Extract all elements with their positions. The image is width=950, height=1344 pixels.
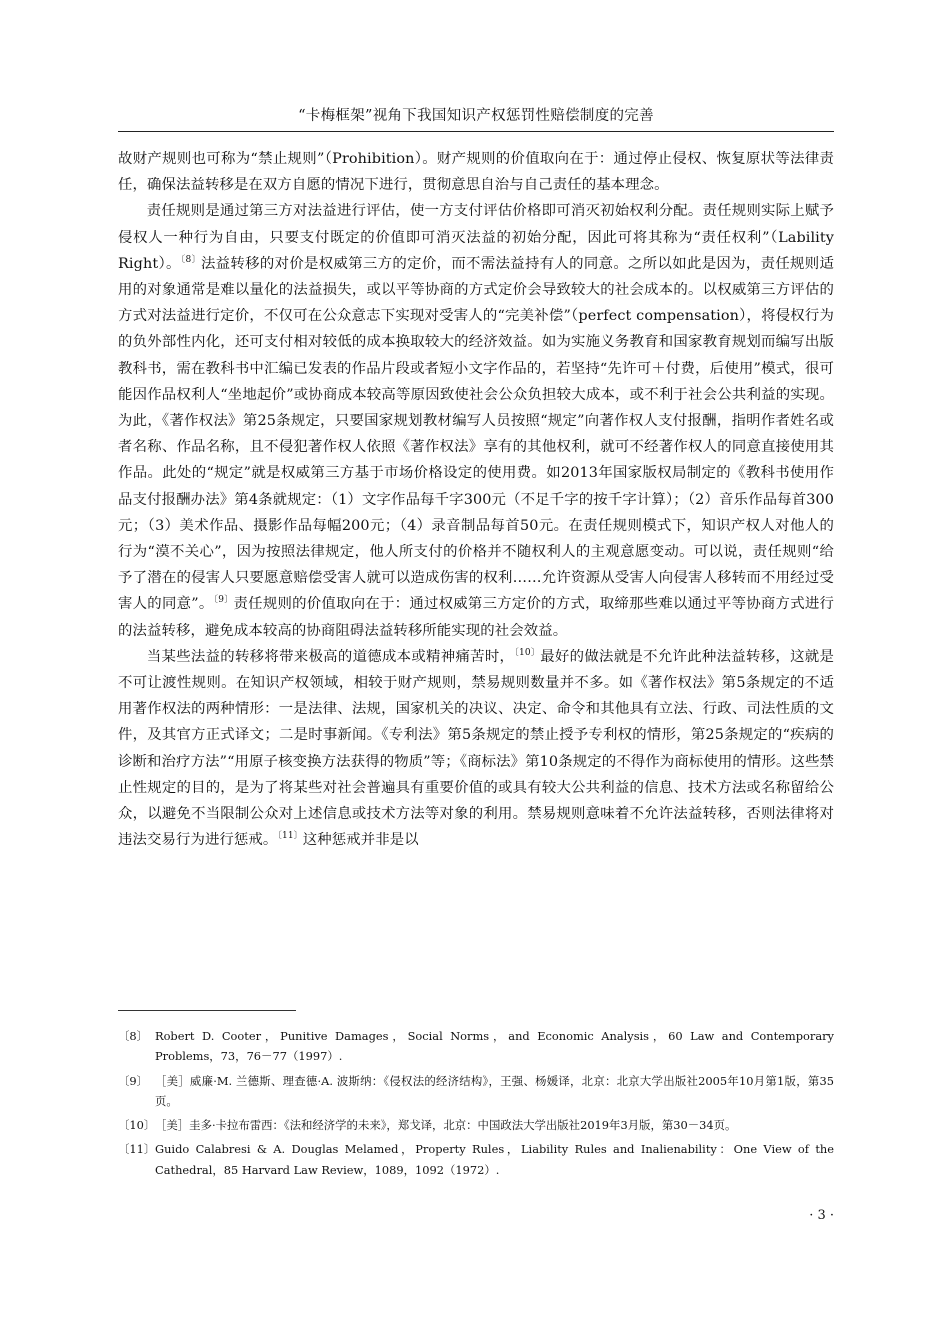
paragraph bbox=[118, 198, 834, 643]
paragraph-text: 故财产规则也可称为“禁止规则”（Prohibition）。财产规则的价值取向在于：通过停止侵权、恢复原状等法律责任，确保法益转移是在双方自愿的情况下进行，贯彻意思自治与自己责任的基本理念。 bbox=[118, 151, 834, 194]
footnote-text: ［美］圭多·卡拉布雷西：《法和经济学的未来》，郑戈译，北京：中国政法大学出版社2019年3月版，第30－34页。 bbox=[155, 1118, 737, 1133]
page-number: · 3 · bbox=[809, 1208, 834, 1223]
paragraph-text: 法益转移的对价是权威第三方的定价，而不需法益持有人的同意。之所以如此是因为，责任规则适用的对象通常是难以量化的法益损失，或以平等协商的方式定价会导致较大的社会成本的。以权威第三方评估的方式对法益进行定价，不仅可在公众意志下实现对受害人的“完美补偿”（perfect compensation），将侵权行为的负外部性内化，还可支付相对较低的成本换取较大的经济效益。如为实施义务教育和国家教育规划而编写出版教科书，需在教科书中汇编已发表的作品片段或者短小文字作品的，若坚持“先许可＋付费，后使用”模式，很可能因作品权利人“坐地起价”或协商成本较高等原因致使社会公众负担较大成本，或不利于社会公共利益的实现。为此，《著作权法》第25条规定，只要国家规划教材编写人员按照“规定”向著作权人支付报酬，指明作者姓名或者名称、作品名称，且不侵犯著作权人依照《著作权法》享有的其他权利，就可不经著作权人的同意直接使用其作品。此处的“规定”就是权威第三方基于市场价格设定的使用费。如2013年国家版权局制定的《教科书使用作品支付报酬办法》第4条就规定：（1）文字作品每千字300元（不足千字的按千字计算）；（2）音乐作品每首300元；（3）美术作品、摄影作品每幅200元；（4）录音制品每首50元。在责任规则模式下，知识产权人对他人的行为“漠不关心”，因为按照法律规定，他人所支付的价格并不随权利人的主观意愿变动。可以说，责任规则“给予了潜在的侵害人只要愿意赔偿受害人就可以造成伤害的权利……允许资源从受害人向侵害人移转而不用经过受害人的同意”。 bbox=[118, 255, 835, 613]
footnote-separator bbox=[118, 1010, 296, 1011]
footnotes bbox=[118, 1026, 834, 1184]
header-rule bbox=[118, 131, 834, 132]
footnote-number: 〔10〕 bbox=[118, 1118, 156, 1133]
paragraph bbox=[118, 146, 834, 198]
footnote-number: 〔9〕 bbox=[118, 1073, 149, 1088]
footnote bbox=[118, 1115, 834, 1135]
body-text bbox=[118, 146, 834, 853]
footnote-number: 〔11〕 bbox=[118, 1142, 156, 1157]
footnote-text: Guido Calabresi & A. Douglas Melamed，Property Rules，Liability Rules and Inalienability：One View of the Cathedral，85 Harvard Law Review，1089，1092（1972）. bbox=[155, 1142, 834, 1177]
footnote-ref[interactable]: 〔11〕 bbox=[277, 831, 303, 842]
paragraph-text: 这种惩戒并非是以 bbox=[302, 832, 419, 849]
footnote bbox=[118, 1071, 834, 1112]
paragraph-text: 最好的做法就是不允许此种法益转移，这就是不可让渡性规则。在知识产权领域，相较于财产规则，禁易规则数量并不多。如《著作权法》第5条规定的不适用著作权法的两种情形：一是法律、法规，国家机关的决议、决定、命令和其他具有立法、行政、司法性质的文件，及其官方正式译文；二是时事新闻。《专利法》第5条规定的禁止授予专利权的情形，第25条规定的“疾病的诊断和治疗方法”“用原子核变换方法获得的物质”等；《商标法》第10条规定的不得作为商标使用的情形。这些禁止性规定的目的，是为了将某些对社会普遍具有重要价值的或具有较大公共利益的信息、技术方法或名称留给公众，以避免不当限制公众对上述信息或技术方法等对象的利用。禁易规则意味着不允许法益转移，否则法律将对违法交易行为进行惩戒。 bbox=[118, 648, 834, 849]
footnote bbox=[118, 1139, 834, 1180]
footnote bbox=[118, 1026, 834, 1067]
paragraph-text: 责任规则是通过第三方对法益进行评估，使一方支付评估价格即可消灭初始权利分配。责任规则实际上赋予侵权人一种行为自由，只要支付既定的价值即可消灭法益的初始分配，因此可将其称为“责任权利”（Lability Right）。 bbox=[118, 203, 834, 272]
footnote-ref[interactable]: 〔10〕 bbox=[514, 647, 541, 658]
paragraph-text: 责任规则的价值取向在于：通过权威第三方定价的方式，取缔那些难以通过平等协商方式进行的法益转移，避免成本较高的协商阻碍法益转移所能实现的社会效益。 bbox=[118, 596, 834, 639]
footnote-number: 〔8〕 bbox=[118, 1029, 149, 1043]
footnote-ref[interactable]: 〔8〕 bbox=[180, 254, 201, 265]
footnote-text: ［美］威廉·M. 兰德斯、理查德·A. 波斯纳：《侵权法的经济结构》，王强、杨媛译，北京：北京大学出版社2005年10月第1版，第35页。 bbox=[155, 1073, 834, 1108]
paragraph-text: 当某些法益的转移将带来极高的道德成本或精神痛苦时， bbox=[146, 648, 515, 665]
footnote-ref[interactable]: 〔9〕 bbox=[213, 595, 234, 606]
running-head: “卡梅框架”视角下我国知识产权惩罚性赔偿制度的完善 bbox=[298, 108, 654, 124]
paragraph bbox=[118, 644, 834, 854]
footnote-text: Robert D. Cooter，Punitive Damages，Social Norms，and Economic Analysis，60 Law and Contemporary Problems，73，76－77（1997）. bbox=[155, 1029, 834, 1064]
